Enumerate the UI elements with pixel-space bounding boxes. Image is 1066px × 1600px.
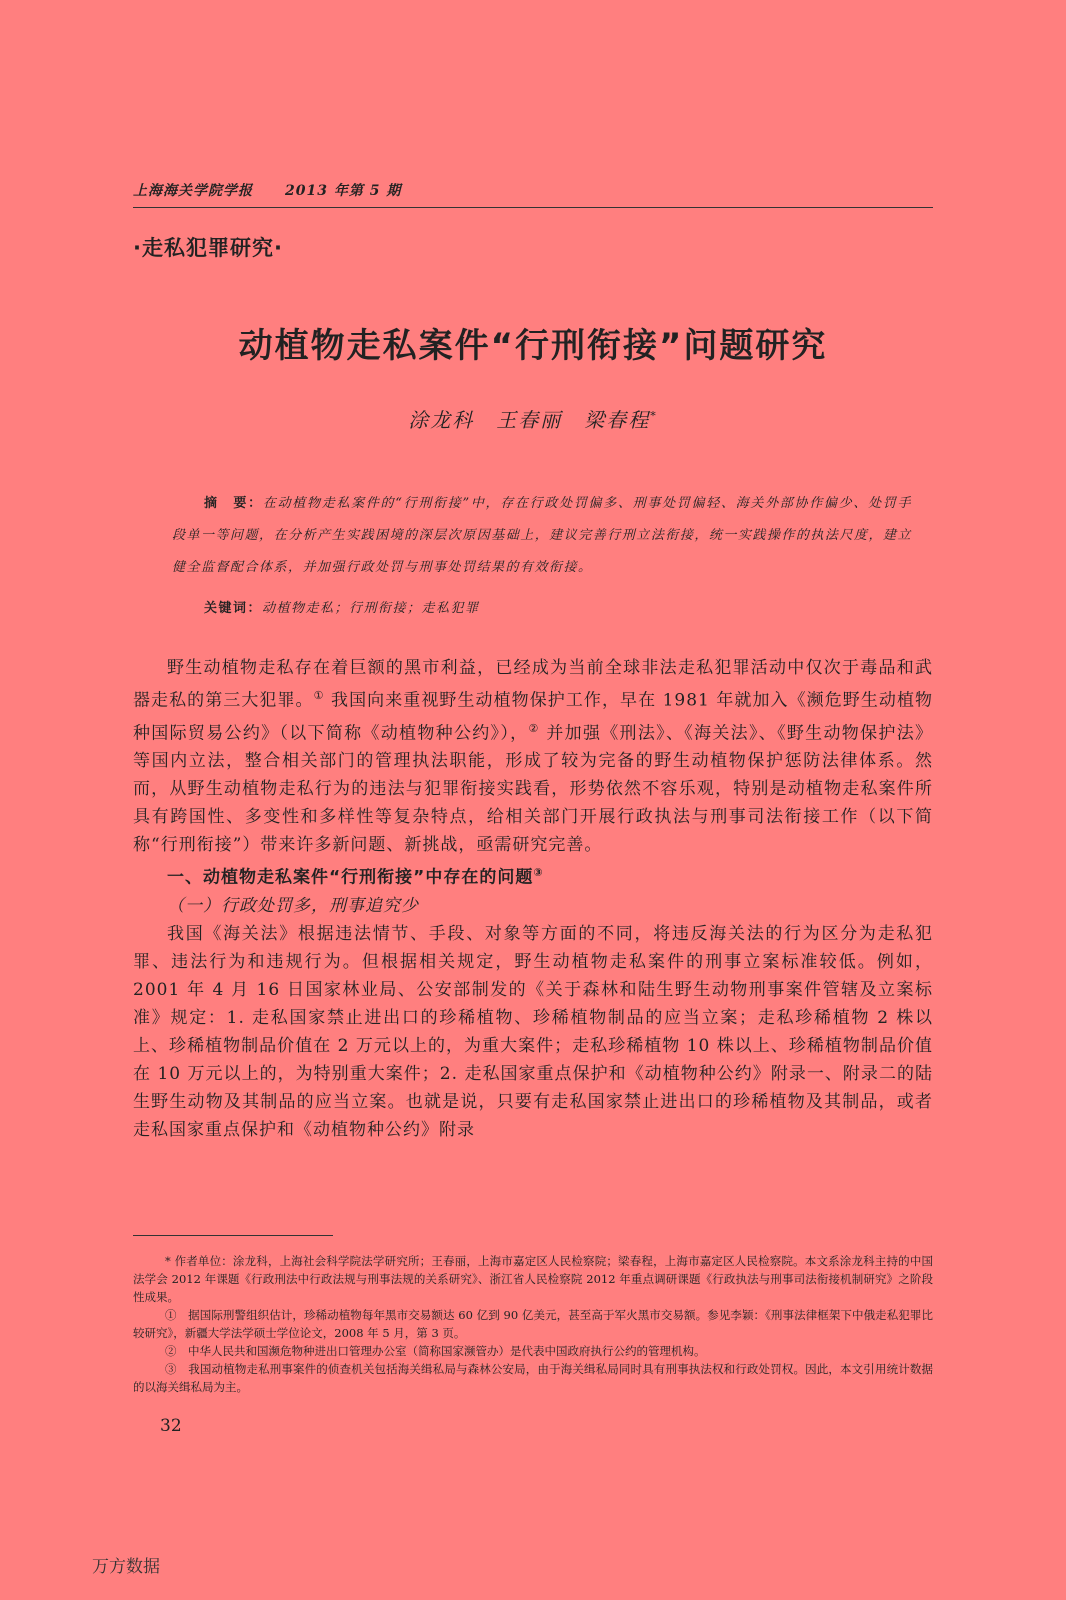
- body-paragraph: [133, 654, 933, 859]
- footnote-ref[interactable]: ③: [533, 866, 544, 880]
- author-footnote-mark: *: [650, 409, 658, 423]
- footnote-2: ② 中华人民共和国濒危物种进出口管理办公室（简称国家濒管办）是代表中国政府执行公约的管理机构。: [165, 1344, 706, 1358]
- keywords: [172, 596, 912, 622]
- paragraph-text: 并加强《刑法》、《海关法》、《野生动物保护法》等国内立法，整合相关部门的管理执法职能，形成了较为完备的野生动植物保护惩防法律体系。然而，从野生动植物走私行为的违法与犯罪衔接实践看，形势依然不容乐观，特别是动植物走私案件所具有跨国性、多变性和多样性等复杂特点，给相关部门开展行政执法与刑事司法衔接工作（以下简称“行刑衔接”）带来许多新问题、新挑战，亟需研究完善。: [133, 723, 934, 856]
- article-title: 动植物走私案件“行刑衔接”问题研究: [238, 326, 828, 366]
- paragraph-text: 我国向来重视野生动植物保护工作，早在 1981 年就加入《濒危野生动植物种国际贸易公约》（以下简称《动植物种公约》），: [133, 690, 934, 744]
- heading-text: 一、动植物走私案件“行刑衔接”中存在的问题: [167, 867, 534, 888]
- keywords-text: 动植物走私；行刑衔接；走私犯罪: [262, 601, 480, 616]
- journal-name: 上海海关学院学报: [133, 183, 253, 199]
- watermark: 万方数据: [92, 1557, 160, 1577]
- abstract: [172, 488, 912, 584]
- body-paragraph: 我国《海关法》根据违法情节、手段、对象等方面的不同，将违反海关法的行为区分为走私犯罪、违法行为和违规行为。但根据相关规定，野生动植物走私案件的刑事立案标准较低。例如，2001 年 4 月 16 日国家林业局、公安部制发的《关于森林和陆生野生动物刑事案件管辖及立案标准》规定：1. 走私国家禁止进出口的珍稀植物、珍稀植物制品的应当立案；走私珍稀植物 2 株以上、珍稀植物制品价值在 2 万元以上的，为重大案件；走私珍稀植物 10 株以上、珍稀植物制品价值在 10 万元以上的，为特别重大案件；2. 走私国家重点保护和《动植物种公约》附录一、附录二的陆生野生动物及其制品的应当立案。也就是说，只要有走私国家禁止进出口的珍稀植物及其制品，或者走私国家重点保护和《动植物种公约》附录: [133, 923, 933, 1140]
- journal-issue: 2013 年第 5 期: [285, 183, 402, 199]
- section-heading: [133, 859, 933, 892]
- author-list: [133, 404, 933, 433]
- section-label: ·走私犯罪研究·: [133, 236, 283, 260]
- paragraph-text: 野生动植物走私存在着巨额的黑市利益，已经成为当前全球非法走私犯罪活动中仅次于毒品和武器走私的第三大犯罪。: [133, 658, 933, 711]
- abstract-label: 摘 要：: [204, 496, 263, 511]
- footnotes: [133, 1252, 933, 1396]
- keywords-label: 关键词：: [204, 601, 263, 616]
- header-divider: [133, 207, 933, 208]
- author-name: 涂龙科: [408, 408, 475, 432]
- article-body: [133, 654, 933, 1144]
- page-number: 32: [160, 1416, 182, 1436]
- subsection-heading: （一）行政处罚多，刑事追究少: [167, 895, 419, 916]
- footnote-1: ① 据国际刑警组织估计，珍稀动植物每年黑市交易额达 60 亿到 90 亿美元，甚至高于军火黑市交易额。参见李颖：《刑事法律框架下中俄走私犯罪比较研究》，新疆大学法学硕士学位论文，2008 年 5 月，第 3 页。: [133, 1308, 933, 1340]
- abstract-text: 在动植物走私案件的“行刑衔接”中，存在行政处罚偏多、刑事处罚偏轻、海关外部协作偏少、处罚手段单一等问题，在分析产生实践困境的深层次原因基础上，建议完善行刑立法衔接，统一实践操作的执法尺度，建立健全监督配合体系，并加强行政处罚与刑事处罚结果的有效衔接。: [172, 496, 912, 575]
- author-name: 梁春程: [584, 408, 651, 432]
- footnote-ref[interactable]: ②: [528, 721, 540, 735]
- author-name: 王春丽: [496, 408, 563, 432]
- footnote-divider: [133, 1235, 333, 1236]
- journal-header: [133, 180, 933, 200]
- footnote-author-affiliation: * 作者单位：涂龙科，上海社会科学院法学研究所；王春丽，上海市嘉定区人民检察院；梁春程，上海市嘉定区人民检察院。本文系涂龙科主持的中国法学会 2012 年课题《行政刑法中行政法规与刑事法规的关系研究》、浙江省人民检察院 2012 年重点调研课题《行政执法与刑事司法衔接机制研究》之阶段性成果。: [133, 1254, 933, 1304]
- footnote-ref[interactable]: ①: [313, 689, 325, 702]
- footnote-3: ③ 我国动植物走私刑事案件的侦查机关包括海关缉私局与森林公安局，由于海关缉私局同时具有刑事执法权和行政处罚权。因此，本文引用统计数据的以海关缉私局为主。: [133, 1362, 933, 1394]
